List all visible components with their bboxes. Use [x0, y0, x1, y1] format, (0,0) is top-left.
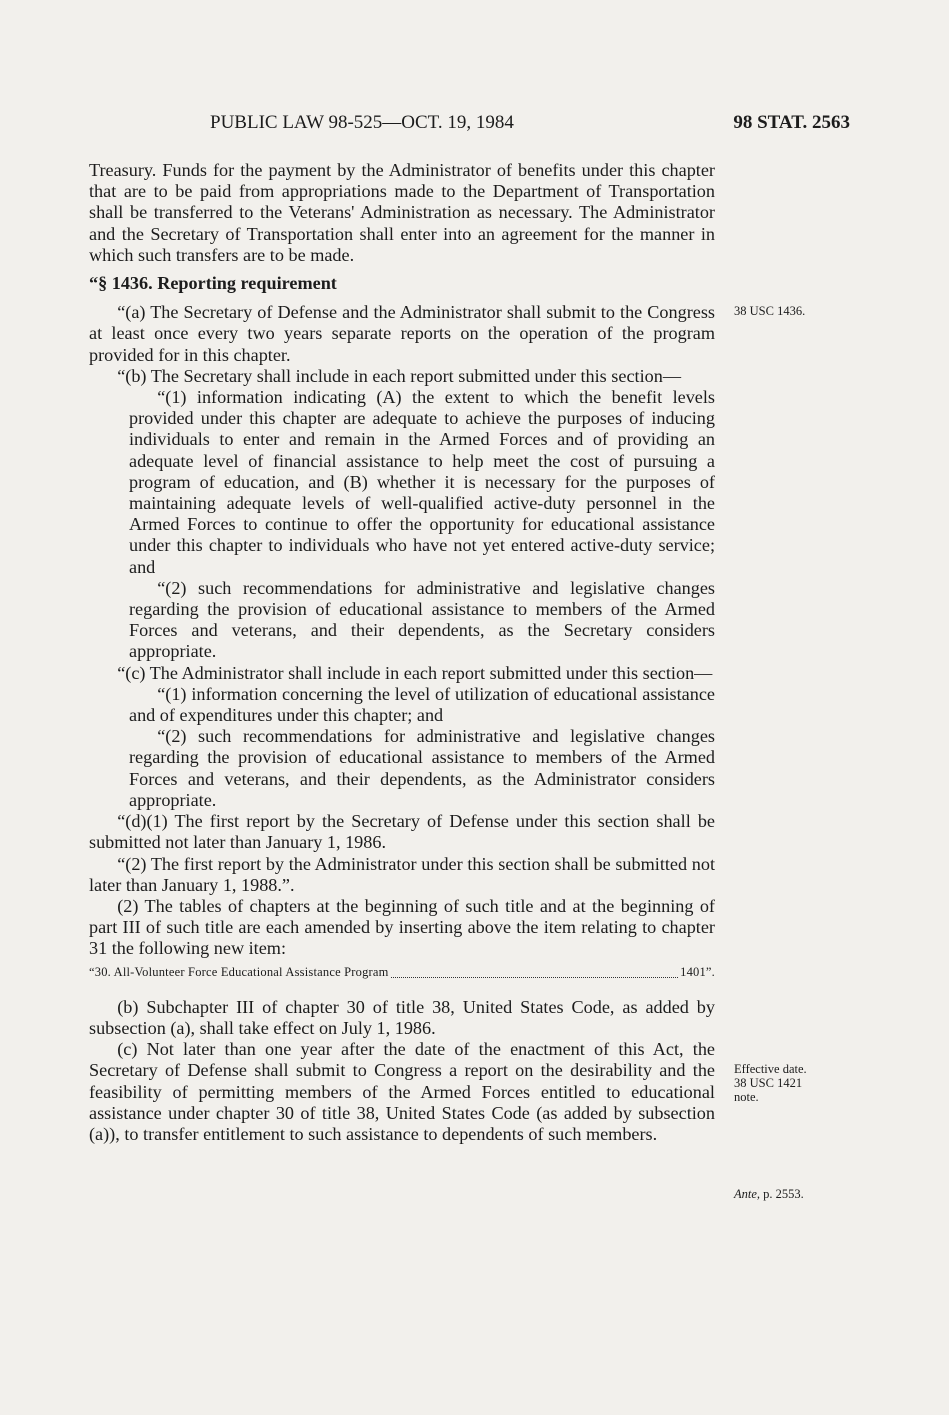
- paragraph-continuation: Treasury. Funds for the payment by the Administrator of benefits under this chapter that are to be paid from appropriations made to the Department of Transportation shall be transferred to the Veterans' Administration as necessary. The Administrator and the Secretary of Transportation shall enter into an agreement for the manner in which such transfers are to be made.: [89, 160, 715, 265]
- section-heading: “§ 1436. Reporting requirement: [89, 273, 337, 294]
- paragraph-c-1: “(1) information concerning the level of utilization of educational assistance and of expenditures under this chapter; and: [129, 683, 715, 726]
- margin-note-usc-1421: 38 USC 1421: [734, 1076, 803, 1090]
- paragraph-b-2: “(2) such recommendations for administrative and legislative changes regarding the provision of educational assistance to members of the Armed Forces and veterans, and their dependents, as the Secretary considers appropriate.: [129, 577, 715, 662]
- toc-item-page: 1401”.: [680, 964, 715, 979]
- page-stat-number: 98 STAT. 2563: [733, 112, 850, 133]
- paragraph-b: “(b) The Secretary shall include in each report submitted under this section—: [117, 365, 682, 386]
- margin-note-effective-date-label: Effective date.: [734, 1062, 807, 1076]
- margin-note-text: 38 USC 1436.: [734, 304, 806, 318]
- margin-note-usc-1436: [734, 304, 805, 318]
- toc-item-label: “30. All-Volunteer Force Educational Assistance Program: [89, 964, 389, 979]
- margin-note-ante: [734, 1187, 804, 1201]
- table-of-chapters-item: [89, 962, 715, 983]
- running-head: PUBLIC LAW 98-525—OCT. 19, 1984: [210, 112, 514, 133]
- paragraph-c: “(c) The Administrator shall include in each report submitted under this section—: [117, 662, 713, 683]
- toc-dot-leader: [391, 962, 679, 978]
- paragraph-c-2: “(2) such recommendations for administrative and legislative changes regarding the provision of educational assistance to members of the Armed Forces and veterans, and their dependents, as the Administrator considers appropriate.: [129, 726, 715, 810]
- paragraph-d-2: “(2) The first report by the Administrator under this section shall be submitted not later than January 1, 1988.”.: [89, 853, 715, 895]
- subsection-c: (c) Not later than one year after the date of the enactment of this Act, the Secretary of Defense shall submit to Congress a report on the desirability and the feasibility of permitting members of the Armed Forces entitled to educational assistance under chapter 30 of title 38, United States Code (as added by subsection (a)), to transfer entitlement to such assistance to dependents of such members.: [89, 1039, 715, 1144]
- margin-note-effective-date: [734, 1062, 807, 1104]
- paragraph-d-1: “(d)(1) The first report by the Secretary of Defense under this section shall be submitted not later than January 1, 1986.: [89, 811, 715, 853]
- paragraph-a: “(a) The Secretary of Defense and the Administrator shall submit to the Congress at least once every two years separate reports on the operation of the program provided for in this chapter.: [89, 302, 715, 365]
- paragraph-2: (2) The tables of chapters at the beginning of such title and at the beginning of part III of such title are each amended by inserting above the item relating to chapter 31 the following new item:: [89, 895, 715, 959]
- document-body: [89, 160, 715, 1145]
- paragraph-b-1: “(1) information indicating (A) the extent to which the benefit levels provided under this chapter are adequate to achieve the purposes of inducing individuals to enter and remain in the Armed Forces and of providing an adequate level of financial assistance to help meet the cost of pursuing a program of education, and (B) whether it is necessary for the purposes of maintaining adequate levels of well-qualified active-duty personnel in the Armed Forces to continue to offer the opportunity for educational assistance under this chapter to individuals who have not yet entered active-duty service; and: [129, 387, 715, 577]
- margin-note-ante-italic: Ante,: [734, 1187, 761, 1201]
- subsection-b: (b) Subchapter III of chapter 30 of title 38, United States Code, as added by subsection (a), shall take effect on July 1, 1986.: [89, 996, 715, 1038]
- margin-note-ante-page: p. 2553.: [763, 1187, 804, 1201]
- margin-note-note: note.: [734, 1090, 759, 1104]
